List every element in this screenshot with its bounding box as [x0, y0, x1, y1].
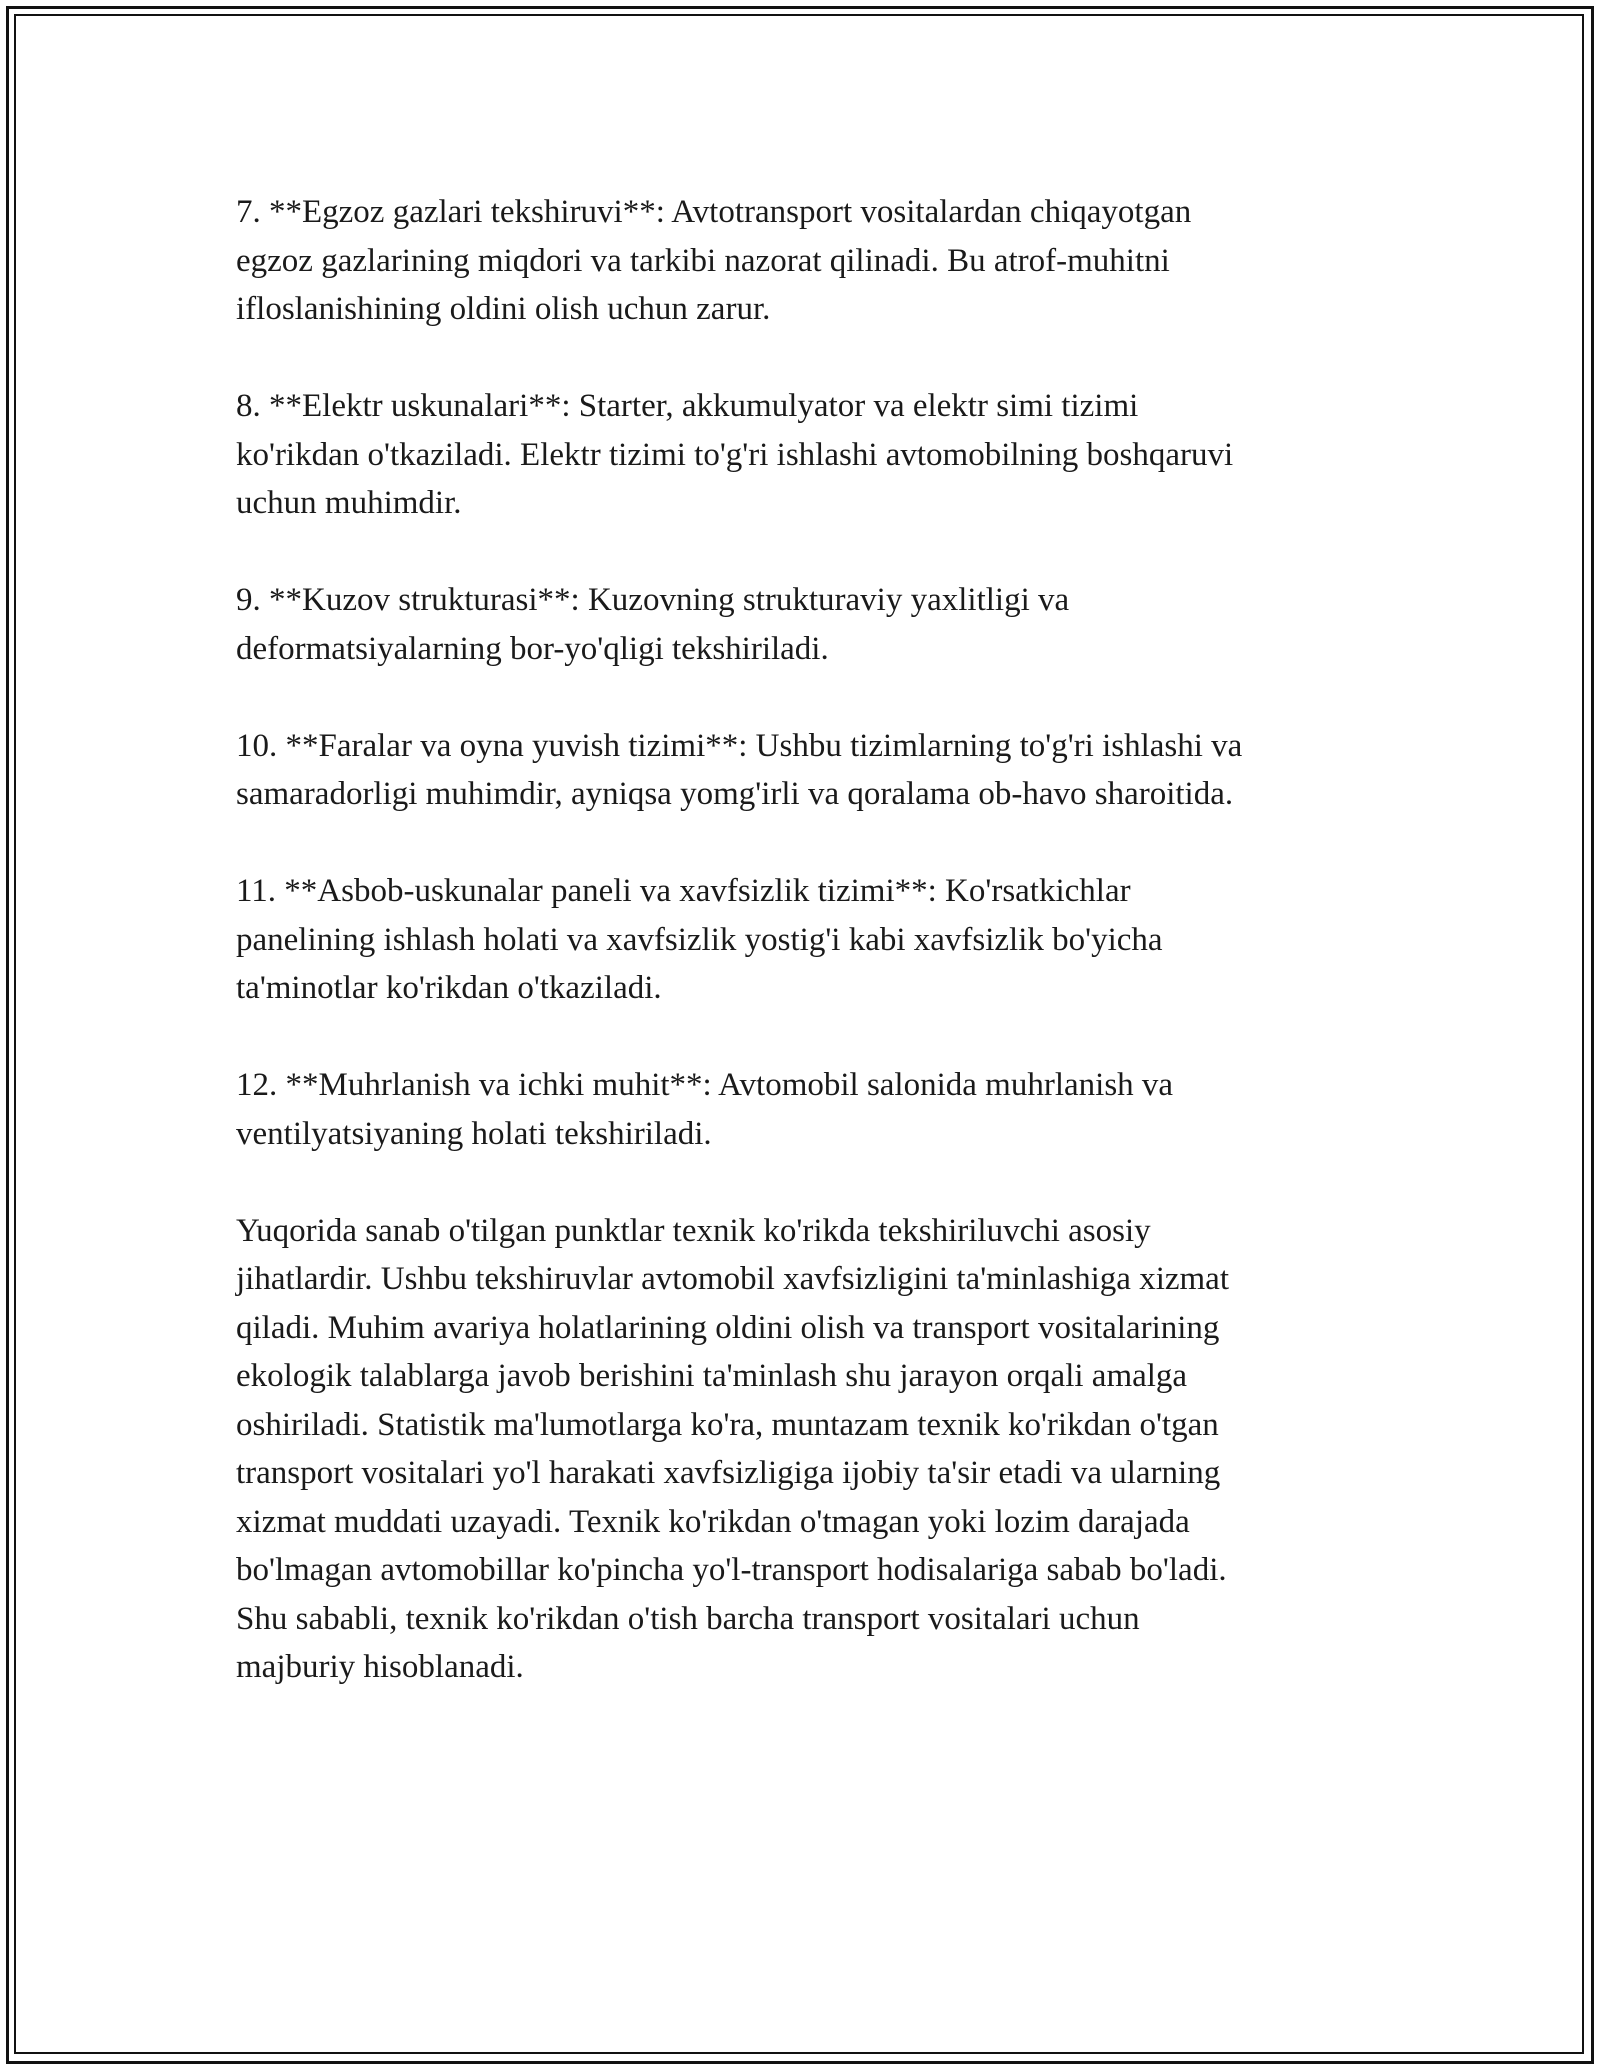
text-line: bo'lmagan avtomobillar ko'pincha yo'l-transport hodisalariga sabab bo'ladi. [236, 1552, 1227, 1588]
text-line: ifloslanishining oldini olish uchun zarur. [236, 291, 771, 327]
text-line: oshiriladi. Statistik ma'lumotlarga ko'ra, muntazam texnik ko'rikdan o'tgan [236, 1406, 1219, 1443]
text-line: egzoz gazlarining miqdori va tarkibi nazorat qilinadi. Bu atrof-muhitni [236, 242, 1170, 279]
text-line: 11. **Asbob-uskunalar paneli va xavfsizlik tizimi**: Ko'rsatkichlar [236, 873, 1131, 909]
text-line: 7. **Egzoz gazlari tekshiruvi**: Avtotransport vositalardan chiqayotgan [236, 194, 1192, 230]
text-line: ventilyatsiyaning holati tekshiriladi. [236, 1115, 712, 1152]
text-line: qiladi. Muhim avariya holatlarining oldini olish va transport vositalarining [236, 1309, 1220, 1346]
text-line: majburiy hisoblanadi. [236, 1649, 524, 1685]
text-line: ko'rikdan o'tkaziladi. Elektr tizimi to'g'ri ishlashi avtomobilning boshqaruvi [236, 436, 1234, 473]
paragraph-item-10 [236, 722, 1376, 819]
text-line: transport vositalari yo'l harakati xavfsizligiga ijobiy ta'sir etadi va ularning [236, 1455, 1221, 1491]
paragraph-item-9 [236, 576, 1376, 673]
text-line: 9. **Kuzov strukturasi**: Kuzovning strukturaviy yaxlitligi va [236, 582, 1070, 618]
text-line: 10. **Faralar va oyna yuvish tizimi**: Ushbu tizimlarning to'g'ri ishlashi va [236, 727, 1243, 764]
text-line: ta'minotlar ko'rikdan o'tkaziladi. [236, 970, 662, 1006]
text-line: jihatlardir. Ushbu tekshiruvlar avtomobil xavfsizligini ta'minlashiga xizmat [236, 1261, 1229, 1297]
text-line: Yuqorida sanab o'tilgan punktlar texnik ko'rikda tekshiriluvchi asosiy [236, 1212, 1151, 1249]
text-line: ekologik talablarga javob berishini ta'minlash shu jarayon orqali amalga [236, 1358, 1188, 1394]
paragraph-conclusion [236, 1207, 1376, 1692]
text-line: xizmat muddati uzayadi. Texnik ko'rikdan o'tmagan yoki lozim darajada [236, 1503, 1190, 1540]
document-body [236, 188, 1376, 1740]
text-line: uchun muhimdir. [236, 485, 462, 521]
paragraph-item-12 [236, 1061, 1376, 1158]
paragraph-item-11 [236, 867, 1376, 1013]
paragraph-item-7 [236, 188, 1376, 334]
text-line: 12. **Muhrlanish va ichki muhit**: Avtomobil salonida muhrlanish va [236, 1067, 1174, 1103]
text-line: panelining ishlash holati va xavfsizlik yostig'i kabi xavfsizlik bo'yicha [236, 921, 1163, 958]
paragraph-item-8 [236, 382, 1376, 528]
text-line: Shu sababli, texnik ko'rikdan o'tish barcha transport vositalari uchun [236, 1600, 1140, 1637]
text-line: 8. **Elektr uskunalari**: Starter, akkumulyator va elektr simi tizimi [236, 388, 1139, 424]
text-line: samaradorligi muhimdir, ayniqsa yomg'irli va qoralama ob-havo sharoitida. [236, 776, 1234, 812]
text-line: deformatsiyalarning bor-yo'qligi tekshiriladi. [236, 630, 829, 667]
